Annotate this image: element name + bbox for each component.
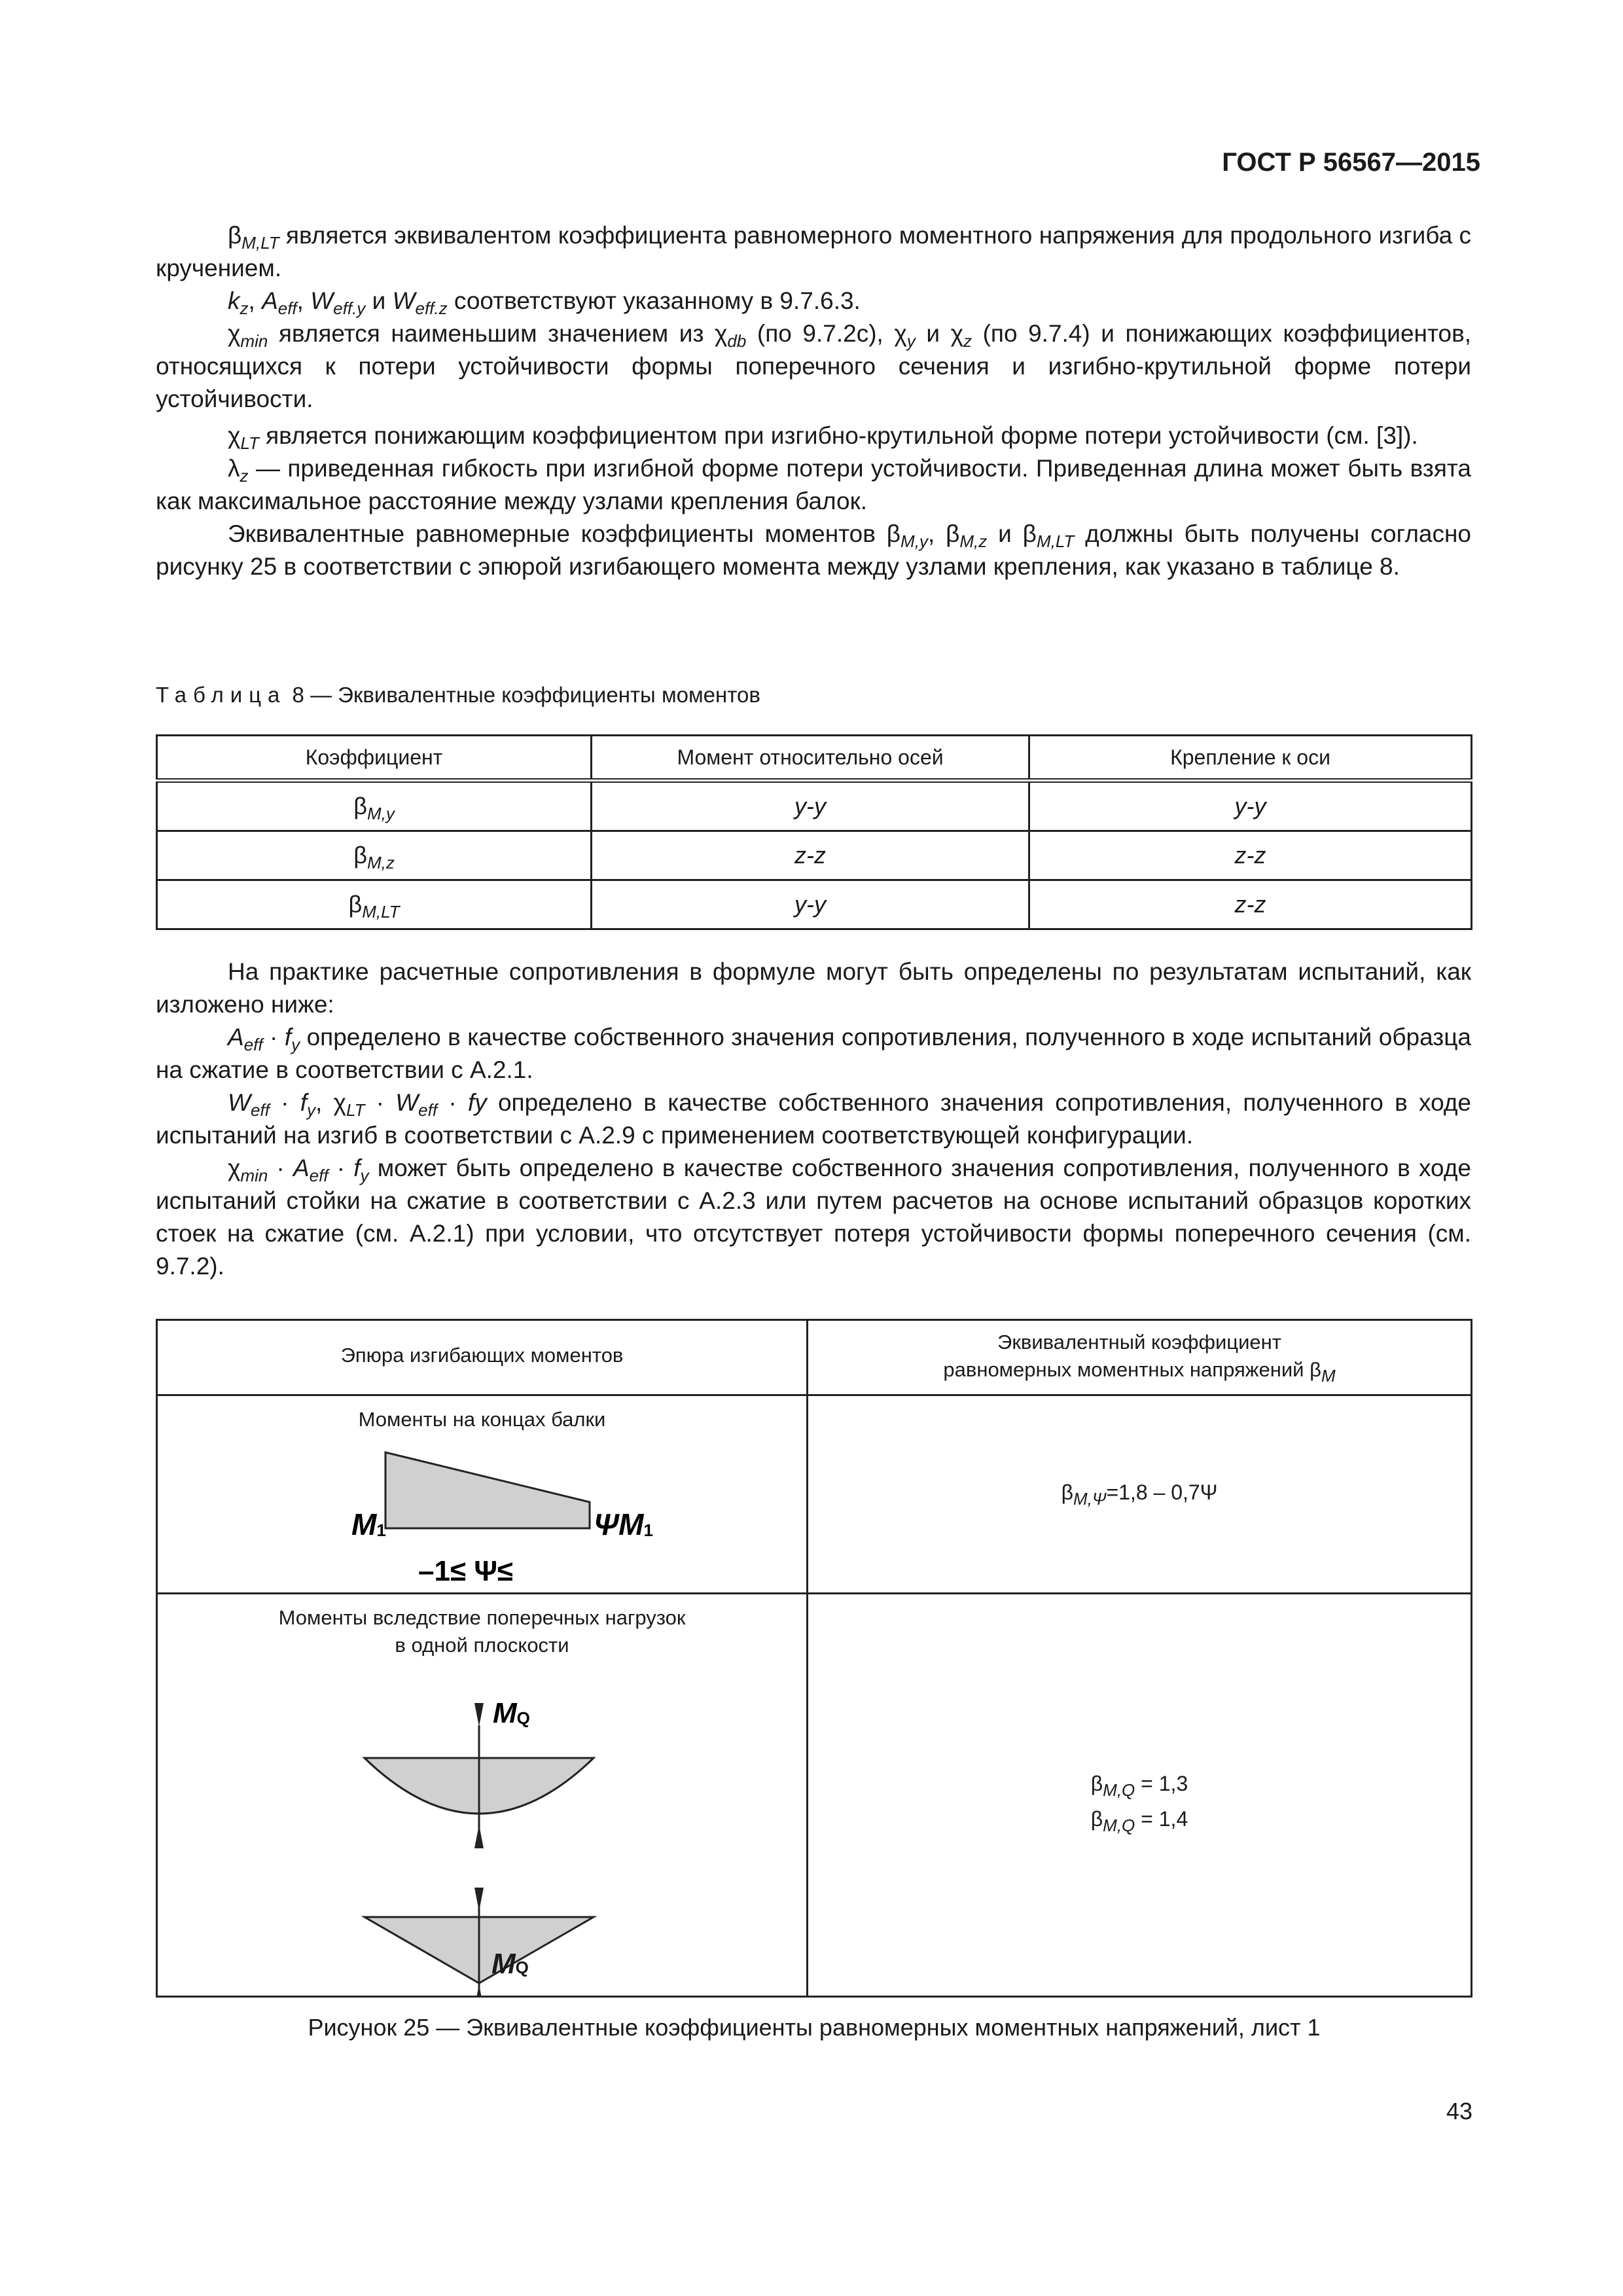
symbol-k: k — [228, 287, 240, 314]
table-equivalent-coefficients — [156, 734, 1472, 930]
subscript: M,LT — [241, 233, 279, 253]
paragraph-lambda — [156, 452, 1471, 518]
body-text-block-1 — [156, 219, 1471, 583]
operator: · — [269, 1089, 300, 1116]
arrow-up-icon — [474, 1984, 484, 1998]
symbol-w: W — [228, 1089, 251, 1116]
cell-axes: y-y — [592, 781, 1029, 831]
subscript: eff — [418, 1100, 438, 1120]
paragraph-text: должны быть получены согласно рисунку 25 в соответствии с эпюрой изгибающего момента между узлами крепления, как указано в таблице 8. — [156, 520, 1471, 580]
end-moments-diagram — [158, 1396, 806, 1592]
formula-text: =1,8 – 0,7Ψ — [1106, 1480, 1218, 1504]
symbol-chi: χ — [333, 1089, 346, 1116]
symbol-f: f — [284, 1024, 292, 1050]
paragraph-kz — [156, 285, 1471, 317]
cell-fixing: z-z — [1029, 880, 1472, 929]
conjunction: и — [987, 520, 1023, 547]
table-caption-text: 8 — Эквивалентные коэффициенты моментов — [286, 683, 760, 707]
subscript: min — [240, 331, 268, 351]
label-psi-range: –1≤ Ψ≤ — [418, 1555, 514, 1587]
symbol-beta: β — [348, 891, 363, 918]
subscript: M,y — [901, 531, 928, 551]
formula-beta-mq-1 — [808, 1766, 1471, 1801]
paragraph-chi-min — [156, 317, 1471, 416]
header-text: равномерных моментных напряжений β — [943, 1358, 1321, 1381]
paragraph-equivalent-coefficients — [156, 518, 1471, 583]
paragraph-chimin-aeff-fy — [156, 1152, 1471, 1283]
paragraph-weff-fy — [156, 1086, 1471, 1152]
header-coefficient: Коэффициент — [157, 736, 592, 781]
transverse-load-diagrams — [158, 1594, 806, 1998]
table-caption-label: Таблица — [156, 683, 287, 707]
symbol-beta: β — [228, 222, 242, 249]
symbol-w: W — [310, 287, 334, 314]
paragraph-text: — приведенная гибкость при изгибной форме потери устойчивости. Приведенная длина может быть взята как максимальное расстояние между узлами крепления балок. — [156, 455, 1471, 514]
subscript: z — [240, 466, 249, 486]
symbol-lambda: λ — [228, 455, 240, 482]
formula-text: = 1,3 — [1135, 1772, 1188, 1795]
symbol-chi: χ — [715, 320, 728, 347]
formula-beta-mq-2 — [808, 1801, 1471, 1837]
table-row — [157, 880, 1472, 929]
subscript: eff.z — [415, 298, 448, 318]
symbol-beta: β — [886, 520, 901, 547]
subscript: LT — [346, 1100, 365, 1120]
page-number: 43 — [1446, 2098, 1472, 2125]
operator: · — [262, 1024, 285, 1050]
row2-title-line: в одной плоскости — [395, 1634, 569, 1657]
cell-axes: z-z — [592, 831, 1029, 880]
symbol-fy: fy — [467, 1089, 487, 1116]
subscript: M,Ψ — [1073, 1489, 1107, 1509]
row1-title: Моменты на концах балки — [358, 1408, 606, 1431]
subscript: M,y — [366, 804, 395, 823]
subscript: M,Q — [1103, 1816, 1135, 1835]
subscript: z — [963, 331, 972, 351]
label-m1-left: M1 — [351, 1507, 386, 1541]
symbol-beta: β — [353, 842, 367, 869]
symbol-f: f — [300, 1089, 307, 1116]
symbol-f: f — [353, 1155, 361, 1181]
arrow-down-icon — [474, 1703, 484, 1727]
separator: , — [315, 1089, 334, 1116]
header-line — [808, 1356, 1471, 1384]
label-mq-bottom: MQ — [491, 1948, 529, 1980]
subscript: y — [906, 331, 916, 351]
formula-beta-m-psi — [808, 1475, 1471, 1510]
subscript: eff — [250, 1100, 270, 1120]
symbol-beta: β — [1022, 520, 1037, 547]
cell-coefficient — [157, 781, 592, 831]
symbol-a: A — [228, 1024, 244, 1050]
formula-beta-mq-list — [808, 1766, 1471, 1837]
symbol-w: W — [395, 1089, 419, 1116]
subscript: min — [240, 1166, 268, 1185]
end-moment-trapezoid — [385, 1452, 590, 1528]
symbol-chi: χ — [950, 320, 964, 347]
body-text-block-2 — [156, 956, 1471, 1283]
subscript: y — [360, 1166, 369, 1185]
symbol-beta: β — [353, 793, 367, 819]
symbol-a: A — [293, 1155, 310, 1181]
subscript: eff.y — [333, 298, 366, 318]
operator: · — [268, 1155, 293, 1181]
paragraph-text: соответствуют указанному в 9.7.6.3. — [447, 287, 861, 314]
figure-header-coefficient — [808, 1329, 1471, 1384]
cell-axes: y-y — [592, 880, 1029, 929]
formula-text: = 1,4 — [1135, 1807, 1188, 1831]
subscript: LT — [240, 433, 259, 453]
cell-fixing: y-y — [1029, 781, 1472, 831]
symbol-w: W — [392, 287, 416, 314]
symbol-chi: χ — [228, 1155, 241, 1181]
paragraph-text: может быть определено в качестве собственного значения сопротивления, полученного в ходе испытаний стойки на сжатие в соответствии с А.2.3 или путем расчетов на основе испытаний образцов коротких стоек на сжатие (см. А.2.1) при условии, что отсутствует потеря устойчивости формы поперечного сечения (см. 9.7.2). — [156, 1155, 1471, 1280]
subscript: eff — [243, 1035, 263, 1054]
table-row — [157, 831, 1472, 880]
subscript: M,Q — [1103, 1780, 1135, 1800]
subscript: M,LT — [362, 902, 400, 922]
document-id-header: ГОСТ Р 56567—2015 — [1222, 148, 1480, 177]
cell-coefficient — [157, 831, 592, 880]
paragraph-text: и — [915, 320, 951, 347]
paragraph-text: (по 9.7.4) и понижающих коэффициентов, относящихся к потери устойчивости формы поперечного сечения и изгибно-крутильной форме потери устойчивости. — [156, 320, 1472, 412]
figure-caption: Рисунок 25 — Эквивалентные коэффициенты равномерных моментных напряжений, лист 1 — [308, 2014, 1321, 2041]
symbol-chi: χ — [228, 422, 241, 449]
figure-header-diagram: Эпюра изгибающих моментов — [340, 1344, 624, 1367]
figure-column-divider — [806, 1321, 808, 1996]
subscript: z — [240, 298, 249, 318]
subscript: M,z — [959, 531, 988, 551]
label-mq-top: MQ — [493, 1697, 530, 1729]
cell-fixing: z-z — [1029, 831, 1472, 880]
separator: , — [248, 287, 262, 314]
subscript: y — [306, 1100, 315, 1120]
cell-coefficient — [157, 880, 592, 929]
symbol-beta: β — [1061, 1480, 1073, 1504]
subscript: M — [1321, 1366, 1336, 1386]
paragraph-text: Эквивалентные равномерные коэффициенты моментов — [228, 520, 887, 547]
symbol-chi: χ — [228, 320, 241, 347]
symbol-beta: β — [1090, 1772, 1103, 1795]
header-fixing-axis: Крепление к оси — [1029, 736, 1472, 781]
paragraph-aeff-fy — [156, 1021, 1471, 1086]
label-psi-m1-right: ΨM1 — [594, 1507, 653, 1541]
arrow-up-icon — [474, 1825, 484, 1848]
separator: , — [927, 520, 946, 547]
symbol-beta: β — [946, 520, 960, 547]
subscript: eff — [277, 298, 297, 318]
subscript: M,z — [366, 853, 395, 872]
header-moment-axes: Момент относительно осей — [592, 736, 1029, 781]
paragraph-text: определено в качестве собственного значения сопротивления, полученного в ходе испытаний на изгиб в соответствии с А.2.9 с применением соответствующей конфигурации. — [156, 1089, 1472, 1149]
operator: · — [328, 1155, 354, 1181]
subscript: M,LT — [1036, 531, 1075, 551]
paragraph-text: является наименьшим значением из — [268, 320, 715, 347]
operator: · — [365, 1089, 396, 1116]
paragraph-text: является эквивалентом коэффициента равномерного моментного напряжения для продольного изгиба с кручением. — [156, 222, 1471, 281]
symbol-chi: χ — [894, 320, 907, 347]
symbol-beta: β — [1090, 1807, 1103, 1831]
subscript: db — [727, 331, 747, 351]
row2-title-line: Моменты вследствие поперечных нагрузок — [278, 1606, 686, 1629]
conjunction: и — [365, 287, 393, 314]
subscript: eff — [309, 1166, 329, 1185]
paragraph-text: (по 9.7.2с), — [746, 320, 895, 347]
paragraph-text: определено в качестве собственного значения сопротивления, полученного в ходе испытаний образца на сжатие в соответствии с А.2.1. — [156, 1024, 1471, 1083]
subscript: y — [291, 1035, 300, 1054]
operator: · — [437, 1089, 468, 1116]
figure-25-table — [156, 1319, 1472, 1998]
table-header-row — [157, 736, 1472, 781]
separator: , — [296, 287, 311, 314]
arrow-down-icon — [474, 1888, 484, 1911]
paragraph-chi-lt — [156, 420, 1471, 452]
table-caption — [156, 683, 760, 708]
table-row — [157, 781, 1472, 831]
header-line: Эквивалентный коэффициент — [997, 1331, 1281, 1354]
symbol-a: A — [262, 287, 278, 314]
paragraph-practice: На практике расчетные сопротивления в формуле могут быть определены по результатам испытаний, как изложено ниже: — [156, 958, 1471, 1018]
paragraph-text: является понижающим коэффициентом при изгибно-крутильной форме потери устойчивости (см. [3]). — [259, 422, 1418, 449]
paragraph-beta-mlt — [156, 219, 1471, 285]
